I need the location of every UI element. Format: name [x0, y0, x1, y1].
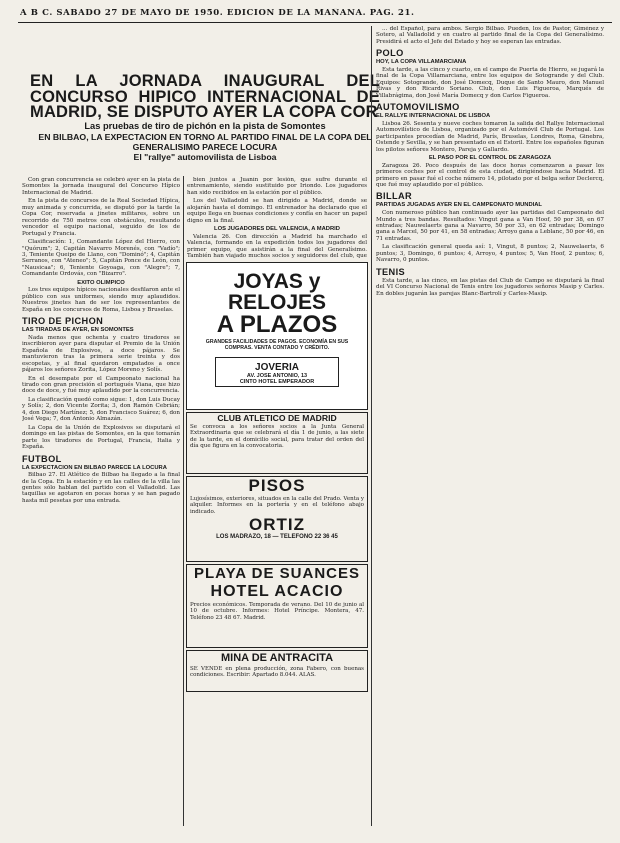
- ad-mina-antracita: [186, 650, 368, 692]
- running-head: A B C. SABADO 27 DE MAYO DE 1950. EDICION DE LA MAÑANA. PAG. 21.: [20, 8, 415, 18]
- section-polo: POLO: [376, 48, 404, 59]
- ad-club-atletico: [186, 412, 368, 474]
- section-billar: BILLAR: [376, 191, 413, 202]
- ad-ortiz-title: ORTIZ: [249, 514, 305, 534]
- ad-joyas-subtitle: A PLAZOS: [216, 311, 338, 338]
- subhead-futbol: LA EXPECTACION EN BILBAO PARECE LA LOCURA: [22, 464, 167, 471]
- ad-club-text: Se convoca a los señores socios a la Junta General Extraordinaria que se celebrará el día 1 de junio, a las siete de la tarde, en el domicilio social, para tratar del orden del día que figura en la convocatoria.: [190, 424, 364, 449]
- ad-pisos-text: Lujosísimos, exteriores, situados en la calle del Prado. Venta y alquiler. Informes en la portería y en el teléfono abajo indicado.: [190, 496, 364, 515]
- section-automovilismo: AUTOMOVILISMO: [376, 102, 460, 113]
- section-futbol: FUTBOL: [22, 453, 62, 464]
- ad-joyas-address-1: AV. JOSE ANTONIO, 13: [246, 373, 308, 379]
- lead-headline: EN LA JORNADA INAUGURAL DEL CONCURSO HIPICO INTERNACIONAL DE MADRID, SE DISPUTO AYER LA COPA COR: [30, 74, 380, 121]
- article-paragraph: bien juntos a Juanín por lesión, que sufre durante el entrenamiento, siendo sustituido por Iriondo. Los jugadores han sido recibidos en la estación por el público.: [187, 177, 367, 196]
- subhead-tiradas: LAS TIRADAS DE AYER, EN SOMONTES: [22, 327, 134, 334]
- ad-ortiz-phone: TELEFONO 22 36 45: [280, 533, 338, 540]
- ad-playa-title: PLAYA DE SUANCES: [193, 565, 361, 582]
- ad-pisos-ortiz: PISOS Lujosísimos, exteriores, situados en la calle del Prado. Venta y alquiler. Informes en la portería y en el teléfono abajo indicado. ORTIZ LOS MADRAZO, 18 — TELEFONO 22 36 45: [186, 476, 368, 562]
- lead-deck-2: EN BILBAO, LA EXPECTACION EN TORNO AL PARTIDO FINAL DE LA COPA DEL GENERALISIMO PARECE LOCURA: [38, 131, 372, 152]
- subhead-rallye: EL RALLYE INTERNACIONAL DE LISBOA: [376, 113, 491, 120]
- section-tenis: TENIS: [376, 266, 406, 277]
- column-1: [22, 177, 180, 827]
- article-paragraph: Los tres equipos hípicos nacionales desfilaron ante el público con sus uniformes, siendo muy aplaudidos. Nuestros jinetes han de ser los representantes de España en los concursos de Roma, Lisboa y Bruselas.: [22, 287, 180, 313]
- article-paragraph: Clasificación: 1, Comandante López del Hierro, con "Quórum"; 2, Capitán Navarro Morenés, con "Vadío"; 3, Teniente Queipo de Llano, con "Dominó"; 4, Capitán Serranos, con "Ateneo"; 5, Capitán Ponce de León, con "Nausicaa"; 6, Teniente Goyoaga, con "Alegre"; 7, Comandante Ordovás, con "Bizarro".: [22, 239, 180, 278]
- ad-ortiz-address: LOS MADRAZO, 18: [216, 533, 271, 540]
- subhead-zaragoza: EL PASO POR EL CONTROL DE ZARAGOZA: [428, 155, 552, 162]
- ad-hotel-text: Precios económicos. Temporada de verano. Del 10 de junio al 10 de octubre. Informes: Hotel Príncipe. Montera, 47. Teléfono 23 48 67. Madrid.: [190, 602, 364, 621]
- subhead-valencia: LOS JUGADORES DEL VALENCIA, A MADRID: [214, 226, 340, 233]
- ad-pisos-title: PISOS: [248, 476, 306, 495]
- subhead-olimpico: EXITO OLIMPICO: [77, 279, 125, 286]
- ad-joyas-relojes: [186, 262, 368, 410]
- article-paragraph: En la pista de concursos de la Real Sociedad Hípica, muy animada y concurrida, se disputó por la tarde la Copa Cor, reservada a jinetes militares, sobre un recorrido de 750 metros con obstáculos, resultando vencedor el equipo nacional, seguido de los de Portugal y Francia.: [22, 198, 180, 237]
- ad-joyas-address-2: CINTO HOTEL EMPERADOR: [239, 379, 315, 385]
- article-paragraph: Valencia 26. Con dirección a Madrid ha marchado el Valencia, formando en la expedición todos los jugadores del primer equipo, que asistirán a la final del Generalísimo. También han viajado muchos socios y seguidores del club, que: [187, 233, 367, 259]
- ad-mina-text: SE VENDE en plena producción, zona Fabero, con buenas condiciones. Escribir: Apartado 8.044. ALAS.: [190, 666, 364, 679]
- article-paragraph: En el desempate por el Campeonato nacional ha tirado con gran precisión el portugués Viana, que hizo doce de doce, y fué muy aplaudido por la concurrencia.: [22, 375, 180, 395]
- article-paragraph: La Copa de la Unión de Explosivos se disputará el domingo en las pistas de Somontes, en la que tomarán parte los tiradores de Portugal, Francia, Italia y España.: [22, 424, 180, 451]
- lead-deck-3: El "rallye" automovilista de Lisboa: [133, 151, 277, 162]
- ad-joyas-text: GRANDES FACILIDADES DE PAGOS. ECONOMÍA EN SUS COMPRAS. VENTA CONTADO Y CRÉDITO.: [205, 339, 349, 351]
- lead-deck: Las pruebas de tiro de pichón en la pista de Somontes: [84, 120, 326, 131]
- ad-joyas-address-box: [215, 357, 339, 387]
- ad-joyas-title: JOYAS y RELOJES: [227, 270, 327, 314]
- article-paragraph: Esta tarde, a las cinco, en las pistas del Club de Campo se disputará la final del VI Concurso Nacional de Tenis entre los jugadores señores Masip y Carles. En dobles jugarán las parejas Blanc-Bartrolí y Carles-Masip.: [376, 277, 604, 297]
- ad-playa-suances: [186, 564, 368, 648]
- lead-block: [30, 74, 380, 162]
- article-paragraph: Zaragoza 26. Poco después de las doce horas comenzaron a pasar los primeros coches por el control de esta ciudad, dirigiéndose hacia Madrid. El primero en pasar fué el coche número 14, pilotado por el belga señor Declercq, que fué muy aplaudido por el público.: [376, 162, 604, 189]
- ad-mina-title: MINA DE ANTRACITA: [220, 652, 334, 664]
- article-paragraph: Lisboa 26. Sesenta y nueve coches tomaron la salida del Rallye Internacional Automovilístico de Lisboa, organizado por el Automóvil Club de Portugal. Los participantes procedían de Madrid, París, Bruselas, Londres, Roma, Ginebra, Ostende y Sevilla, y se han presentado en el Estoril. Entre los españoles figuran los pilotos señores Montero, Pareja y Gallardo.: [376, 120, 604, 153]
- column-2: [187, 177, 367, 259]
- article-paragraph: Con gran concurrencia se celebró ayer en la pista de Somontes la jornada inaugural del Concurso Hípico Internacional de Madrid.: [22, 177, 180, 196]
- ad-joyas-name: JOVERIA: [255, 362, 299, 373]
- article-paragraph: Esta tarde, a las cinco y cuarto, en el campo de Puerta de Hierro, se jugará la final de la Copa Villamarciana, entre los equipos de Sotogrande y del Club. Equipos: Sotogrande, don José Domecq, Duque de Santo Mauro, don Manuel Rivas y don Ricardo Soriano. Club, don Luis Figueroa, Marqués de Villabrágima, don José María Domecq y don Carlos Figueroa.: [376, 66, 604, 99]
- ad-club-title: CLUB ATLETICO DE MADRID: [217, 413, 337, 423]
- subhead-polo: HOY, LA COPA VILLAMARCIANA: [376, 59, 467, 66]
- article-paragraph: Nada menos que ochenta y cuatro tiradores se inscribieron ayer para disputar el Premio de la Unión Española de Explosivos, a doce pájaros. Se mantuvieron tras la primera serie treinta y dos escopetas, y al final quedaron empatados a once pájaros los señores Zorita, López Moreno y Solís.: [22, 334, 180, 374]
- subhead-billar: PARTIDAS JUGADAS AYER EN EL CAMPEONATO MUNDIAL: [376, 202, 542, 209]
- top-rule: [18, 22, 612, 23]
- article-paragraph: ... del Español, para ambos. Sergio Bilbao. Pueden, los de Pastor, Giménez y Sotero, al Valladolid y en cuatro al partido final de la Copa del Generalísimo. Presidirá el acto el Jefe del Estado y hoy se esperan las entradas.: [376, 26, 604, 45]
- section-tiro-pichon: TIRO DE PICHON: [22, 316, 104, 327]
- article-paragraph: Bilbao 27. El Atlético de Bilbao ha llegado a la final de la Copa. En la estación y en las calles de la villa las gentes sólo hablan del partido con el Valladolid. Las taquillas se agotaron en pocas horas y se han pagado hasta mil pesetas por una entrada.: [22, 472, 180, 504]
- column-4: [376, 26, 604, 826]
- ad-hotel-title: HOTEL ACACIO: [210, 583, 344, 600]
- article-paragraph: Con numeroso público han continuado ayer las partidas del Campeonato del Mundo a tres bandas. Resultados: Vingut gana a Van Hoof, 50 por 38, en 67 entradas; Nauwelaerts gana a Navarro, 50 por 33, en 62 entradas; Domingo gana a Marcel, 50 por 41, en 58 entradas; Arroyo gana a Leblanc, 50 por 46, en 71 entradas.: [376, 210, 604, 242]
- article-paragraph: La clasificación general queda así: 1, Vingut, 8 puntos; 2, Nauwelaerts, 6 puntos; 3, Domingo, 6 puntos; 4, Arroyo, 4 puntos; 5, Van Hoof, 2 puntos; 6, Navarro, 0 puntos.: [376, 244, 604, 264]
- column-divider: [371, 26, 372, 826]
- column-divider: [183, 176, 184, 826]
- article-paragraph: La clasificación quedó como sigue: 1, don Luis Ducay y Solís; 2, don Vicente Zorita; 3, don Ramón Cebrián; 4, don Diego Martínez; 5, don Francisco Suárez; 6, don José Vega; 7, don Antonio Almazán.: [22, 396, 180, 423]
- article-paragraph: Los del Valladolid se han dirigido a Madrid, donde se alojarán hasta el domingo. El entrenador ha declarado que el equipo llega en buenas condiciones y confía en hacer un papel digno en la final.: [187, 198, 367, 224]
